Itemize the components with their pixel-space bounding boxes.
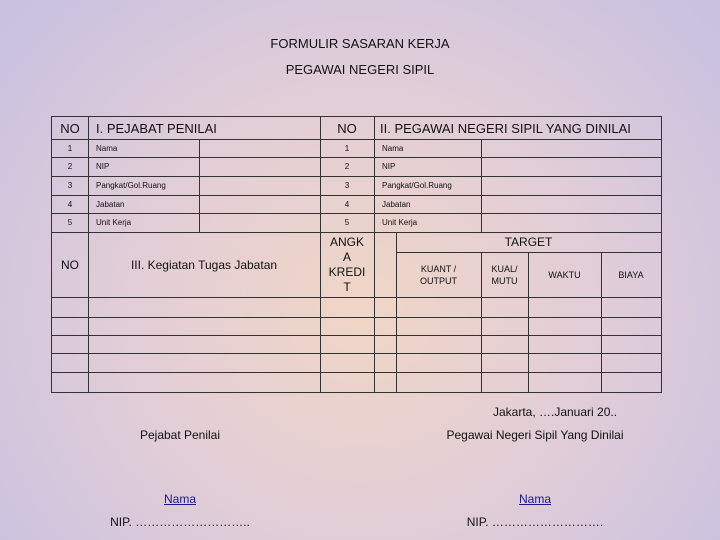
left-row-no: 3 — [67, 181, 73, 190]
form-subtitle: PEGAWAI NEGERI SIPIL — [285, 62, 435, 77]
pns-dinilai-name[interactable]: Nama — [518, 492, 551, 506]
date-line: Jakarta, ….Januari 20.. — [492, 405, 618, 419]
angka-kredit-header — [320, 232, 374, 297]
hline — [52, 335, 661, 336]
biaya-header: BIAYA — [618, 269, 644, 280]
section3-kegiatan: III. Kegiatan Tugas Jabatan — [130, 257, 278, 272]
kual-line: KUAL/ — [491, 263, 518, 274]
hline — [52, 297, 661, 298]
kual-mutu-header — [481, 252, 528, 297]
target-header: TARGET — [504, 235, 553, 249]
right-row-label: Nama — [382, 143, 404, 153]
left-row-no: 5 — [67, 218, 73, 227]
kuant-line: OUTPUT — [420, 275, 457, 286]
angka-kredit-line: ANGK — [329, 234, 364, 249]
header-no-left: NO — [60, 120, 80, 136]
hline — [52, 372, 661, 373]
pns-dinilai-title: Pegawai Negeri Sipil Yang Dinilai — [446, 428, 624, 442]
left-row-label: NIP — [96, 162, 110, 171]
left-row-no: 1 — [67, 143, 73, 153]
header-pejabat-penilai: I. PEJABAT PENILAI — [96, 120, 217, 136]
left-row-label: Unit Kerja — [96, 218, 132, 227]
sasaran-kerja-table — [51, 116, 662, 393]
kuant-output-header — [396, 252, 481, 297]
hline — [52, 353, 661, 354]
right-row-label: Pangkat/Gol.Ruang — [382, 181, 452, 190]
vline — [374, 232, 375, 393]
right-row-no: 5 — [344, 218, 350, 227]
vline — [88, 117, 89, 232]
vline — [481, 139, 482, 232]
vline — [199, 139, 200, 232]
header-pns-dinilai: II. PEGAWAI NEGERI SIPIL YANG DINILAI — [380, 120, 631, 136]
header-no-right: NO — [337, 120, 357, 136]
form-title: FORMULIR SASARAN KERJA — [270, 36, 450, 51]
pejabat-penilai-name[interactable]: Nama — [163, 492, 196, 506]
right-row-no: 3 — [344, 181, 350, 190]
vline — [374, 117, 375, 232]
pejabat-penilai-nip: NIP. ……………………….. — [110, 515, 250, 529]
hline — [52, 317, 661, 318]
section3-no: NO — [61, 257, 79, 272]
left-row-no: 2 — [67, 162, 73, 171]
left-row-label: Pangkat/Gol.Ruang — [96, 181, 166, 190]
right-row-no: 1 — [344, 143, 350, 153]
left-row-no: 4 — [67, 199, 73, 209]
left-row-label: Nama — [96, 143, 118, 153]
pejabat-penilai-title: Pejabat Penilai — [139, 428, 221, 442]
right-row-no: 2 — [344, 162, 350, 171]
waktu-header: WAKTU — [548, 269, 581, 280]
angka-kredit-line: T — [343, 279, 351, 294]
kuant-line: KUANT / — [420, 263, 457, 274]
right-row-no: 4 — [344, 199, 350, 209]
left-row-label: Jabatan — [96, 199, 125, 209]
right-row-label: NIP — [382, 162, 396, 171]
right-row-label: Unit Kerja — [382, 218, 418, 227]
angka-kredit-line: A — [342, 249, 351, 264]
angka-kredit-line: KREDI — [328, 264, 366, 279]
right-row-label: Jabatan — [382, 199, 411, 209]
kual-line: MUTU — [491, 275, 518, 286]
pns-dinilai-nip: NIP. ………………………. — [466, 515, 604, 529]
